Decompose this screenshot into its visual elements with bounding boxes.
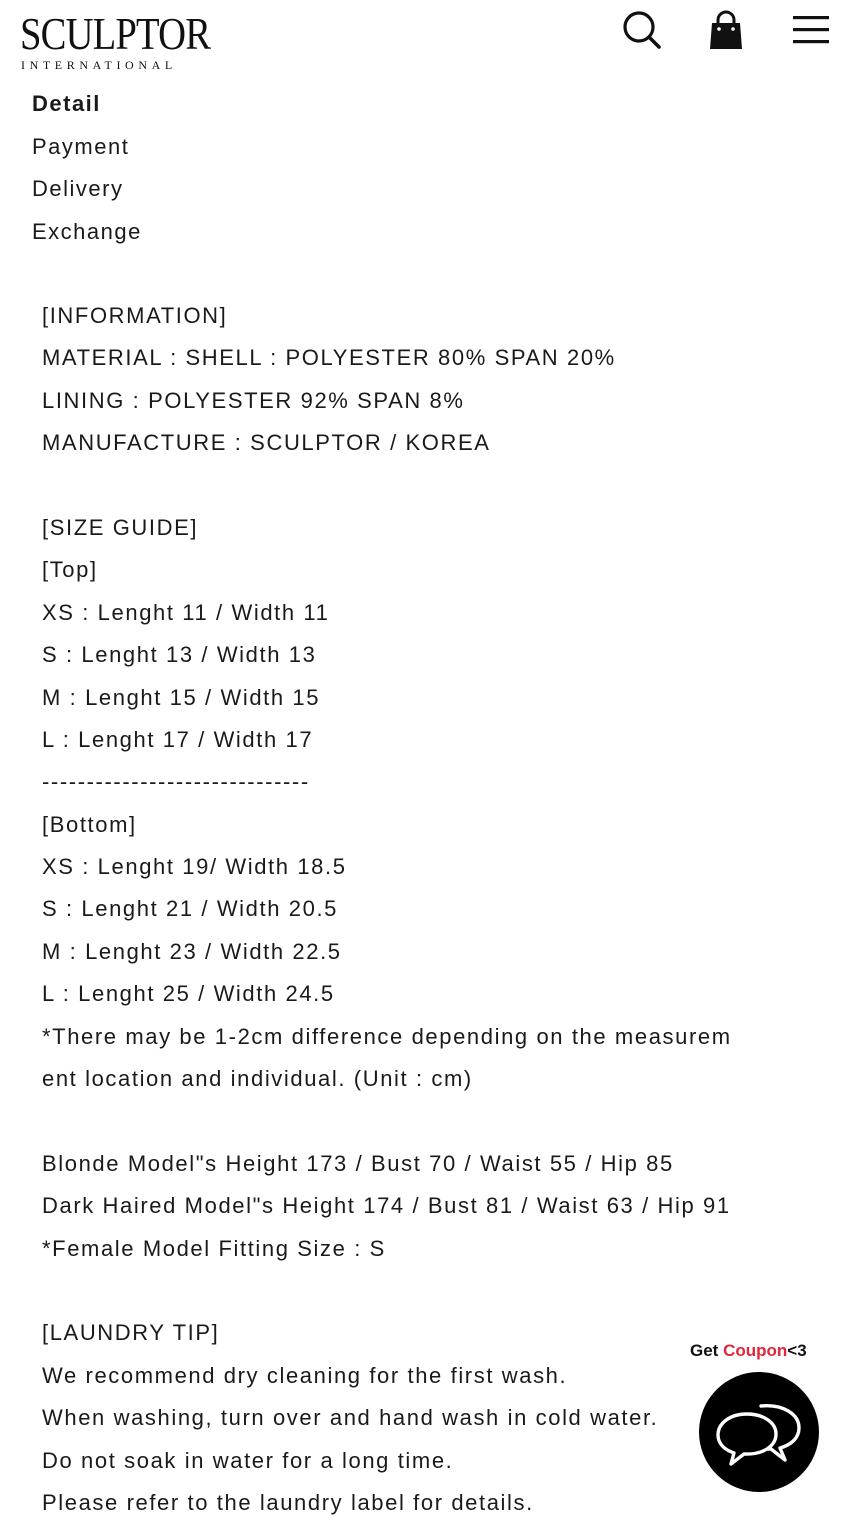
detail-line: [LAUNDRY TIP] <box>42 1320 220 1346</box>
detail-line: When washing, turn over and hand wash in cold water. <box>42 1405 659 1431</box>
detail-line: Please refer to the laundry label for details. <box>42 1489 534 1515</box>
detail-line: Dark Haired Model"s Height 174 / Bust 81 / Waist 63 / Hip 91 <box>42 1193 731 1219</box>
product-info-tabs <box>32 83 142 253</box>
chat-bubbles-icon <box>713 1392 805 1472</box>
logo-tagline: INTERNATIONAL <box>21 58 177 72</box>
detail-line: XS : Lenght 19/ Width 18.5 <box>42 854 347 880</box>
detail-line: *There may be 1-2cm difference depending on the measurem <box>42 1023 732 1049</box>
chat-button[interactable] <box>699 1372 819 1492</box>
tab-payment[interactable]: Payment <box>32 133 130 159</box>
detail-line: MATERIAL : SHELL : POLYESTER 80% SPAN 20% <box>42 345 616 371</box>
blank-line <box>42 465 842 507</box>
coupon-suffix: <3 <box>787 1341 807 1360</box>
blank-line <box>42 1100 842 1142</box>
detail-line: M : Lenght 23 / Width 22.5 <box>42 938 342 964</box>
detail-line: *Female Model Fitting Size : S <box>42 1235 386 1261</box>
detail-line: L : Lenght 25 / Width 24.5 <box>42 981 335 1007</box>
detail-line: L : Lenght 17 / Width 17 <box>42 726 314 752</box>
menu-icon[interactable] <box>789 8 833 52</box>
detail-line: ent location and individual. (Unit : cm) <box>42 1066 473 1092</box>
detail-line: Blonde Model"s Height 173 / Bust 70 / Waist 55 / Hip 85 <box>42 1150 674 1176</box>
detail-line: [Top] <box>42 557 98 583</box>
detail-line: Do not soak in water for a long time. <box>42 1447 454 1473</box>
blank-line <box>42 1270 842 1312</box>
detail-line: S : Lenght 13 / Width 13 <box>42 642 317 668</box>
detail-line: [INFORMATION] <box>42 303 228 328</box>
top-header <box>0 0 852 78</box>
search-icon[interactable] <box>620 8 664 52</box>
logo-wordmark: SCULPTOR <box>20 8 211 59</box>
detail-line: [Bottom] <box>42 811 137 837</box>
detail-line: [SIZE GUIDE] <box>42 514 199 540</box>
tab-detail[interactable]: Detail <box>32 91 101 116</box>
get-coupon-label[interactable] <box>690 1339 807 1363</box>
detail-line: MANUFACTURE : SCULPTOR / KOREA <box>42 430 491 456</box>
shopping-bag-icon[interactable] <box>704 8 748 52</box>
coupon-prefix: Get <box>690 1341 724 1360</box>
brand-logo[interactable] <box>20 6 220 70</box>
detail-line: We recommend dry cleaning for the first wash. <box>42 1362 568 1388</box>
detail-line: ------------------------------ <box>42 769 310 795</box>
tab-exchange[interactable]: Exchange <box>32 218 142 244</box>
tab-delivery[interactable]: Delivery <box>32 176 124 201</box>
detail-line: S : Lenght 21 / Width 20.5 <box>42 896 338 922</box>
coupon-accent: Coupon <box>723 1341 788 1360</box>
detail-line: LINING : POLYESTER 92% SPAN 8% <box>42 387 465 413</box>
detail-line: M : Lenght 15 / Width 15 <box>42 684 321 710</box>
detail-line: XS : Lenght 11 / Width 11 <box>42 599 330 625</box>
